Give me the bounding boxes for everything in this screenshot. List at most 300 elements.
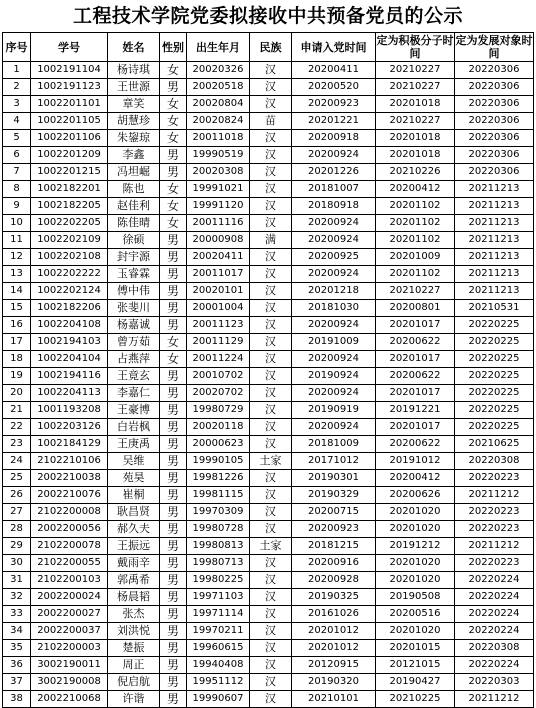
- name-cell: 赵佳利: [108, 198, 160, 215]
- birth-date-cell: 20020824: [187, 113, 250, 130]
- student-id-cell: 1002184129: [31, 436, 108, 453]
- nation-cell: 汉: [250, 249, 292, 266]
- table-row: [3, 62, 534, 79]
- gender-cell: 男: [160, 589, 187, 606]
- table-row: [3, 657, 534, 674]
- gender-cell: 男: [160, 266, 187, 283]
- name-cell: 冯坦崛: [108, 164, 160, 181]
- row-number-cell: 19: [3, 368, 31, 385]
- nation-cell: 土家: [250, 453, 292, 470]
- nation-cell: 汉: [250, 317, 292, 334]
- table-row: [3, 504, 534, 521]
- application-date-cell: 20200924: [292, 351, 376, 368]
- gender-cell: 男: [160, 623, 187, 640]
- header-cell: 出生年月: [187, 33, 250, 62]
- nation-cell: 汉: [250, 351, 292, 368]
- birth-date-cell: 20011129: [187, 334, 250, 351]
- activist-date-cell: 20201102: [376, 215, 455, 232]
- student-id-cell: 1002182206: [31, 300, 108, 317]
- student-id-cell: 1002194116: [31, 368, 108, 385]
- candidate-date-cell: 20211212: [455, 538, 534, 555]
- nation-cell: 汉: [250, 521, 292, 538]
- student-id-cell: 2002210076: [31, 487, 108, 504]
- student-id-cell: 1002201106: [31, 130, 108, 147]
- gender-cell: 女: [160, 130, 187, 147]
- birth-date-cell: 19981115: [187, 487, 250, 504]
- application-date-cell: 20190325: [292, 589, 376, 606]
- gender-cell: 男: [160, 691, 187, 708]
- application-date-cell: 20171012: [292, 453, 376, 470]
- gender-cell: 男: [160, 419, 187, 436]
- application-date-cell: 20181030: [292, 300, 376, 317]
- nation-cell: 汉: [250, 504, 292, 521]
- name-cell: 周正: [108, 657, 160, 674]
- gender-cell: 男: [160, 402, 187, 419]
- birth-date-cell: 19971103: [187, 589, 250, 606]
- birth-date-cell: 20000623: [187, 436, 250, 453]
- candidate-date-cell: 20211213: [455, 198, 534, 215]
- row-number-cell: 13: [3, 266, 31, 283]
- row-number-cell: 12: [3, 249, 31, 266]
- table-row: [3, 334, 534, 351]
- student-id-cell: 3002190011: [31, 657, 108, 674]
- table-row: [3, 402, 534, 419]
- birth-date-cell: 19970211: [187, 623, 250, 640]
- name-cell: 朱鋆琼: [108, 130, 160, 147]
- birth-date-cell: 20001004: [187, 300, 250, 317]
- row-number-cell: 4: [3, 113, 31, 130]
- table-row: [3, 589, 534, 606]
- application-date-cell: 20190301: [292, 470, 376, 487]
- gender-cell: 男: [160, 453, 187, 470]
- student-id-cell: 1002202124: [31, 283, 108, 300]
- gender-cell: 女: [160, 181, 187, 198]
- birth-date-cell: 20020326: [187, 62, 250, 79]
- candidate-date-cell: 20210531: [455, 300, 534, 317]
- application-date-cell: 20190919: [292, 402, 376, 419]
- application-date-cell: 20161026: [292, 606, 376, 623]
- candidate-date-cell: 20220225: [455, 368, 534, 385]
- activist-date-cell: 20201018: [376, 130, 455, 147]
- candidate-date-cell: 20220306: [455, 130, 534, 147]
- table-row: [3, 470, 534, 487]
- activist-date-cell: 20200622: [376, 436, 455, 453]
- name-cell: 玉睿霖: [108, 266, 160, 283]
- gender-cell: 男: [160, 368, 187, 385]
- birth-date-cell: 20011123: [187, 317, 250, 334]
- row-number-cell: 33: [3, 606, 31, 623]
- birth-date-cell: 20000908: [187, 232, 250, 249]
- header-cell: 定为积极分子时间: [376, 34, 454, 60]
- gender-cell: 男: [160, 538, 187, 555]
- nation-cell: 汉: [250, 419, 292, 436]
- nation-cell: 汉: [250, 283, 292, 300]
- table-row: [3, 572, 534, 589]
- application-date-cell: 20200924: [292, 215, 376, 232]
- table-row: [3, 436, 534, 453]
- name-cell: 许谐: [108, 691, 160, 708]
- birth-date-cell: 20010702: [187, 368, 250, 385]
- name-cell: 胡慧珍: [108, 113, 160, 130]
- table-row: [3, 215, 534, 232]
- name-cell: 楚振: [108, 640, 160, 657]
- student-id-cell: 1002191123: [31, 79, 108, 96]
- birth-date-cell: 20020702: [187, 385, 250, 402]
- gender-cell: 女: [160, 198, 187, 215]
- activist-date-cell: 20191221: [376, 402, 455, 419]
- table-row: [3, 419, 534, 436]
- nation-cell: 汉: [250, 470, 292, 487]
- row-number-cell: 24: [3, 453, 31, 470]
- student-id-cell: 1002201101: [31, 96, 108, 113]
- gender-cell: 男: [160, 147, 187, 164]
- nation-cell: 汉: [250, 589, 292, 606]
- activist-date-cell: 20200412: [376, 470, 455, 487]
- name-cell: 王振远: [108, 538, 160, 555]
- application-date-cell: 20200928: [292, 572, 376, 589]
- birth-date-cell: 20020411: [187, 249, 250, 266]
- student-id-cell: 2102200055: [31, 555, 108, 572]
- header-cell: 学号: [31, 33, 108, 62]
- nation-cell: 汉: [250, 368, 292, 385]
- application-date-cell: 20190320: [292, 674, 376, 691]
- gender-cell: 女: [160, 113, 187, 130]
- gender-cell: 男: [160, 249, 187, 266]
- candidate-date-cell: 20220225: [455, 351, 534, 368]
- activist-date-cell: 20200626: [376, 487, 455, 504]
- student-id-cell: 2002200024: [31, 589, 108, 606]
- row-number-cell: 15: [3, 300, 31, 317]
- name-cell: 白岩枫: [108, 419, 160, 436]
- nation-cell: 汉: [250, 657, 292, 674]
- candidate-date-cell: 20220306: [455, 164, 534, 181]
- header-cell: 姓名: [108, 33, 160, 62]
- nation-cell: 土家: [250, 538, 292, 555]
- name-cell: 倪启航: [108, 674, 160, 691]
- table-row: [3, 164, 534, 181]
- activist-date-cell: 20201017: [376, 317, 455, 334]
- student-id-cell: 2002210068: [31, 691, 108, 708]
- activist-date-cell: 20201017: [376, 351, 455, 368]
- birth-date-cell: 19990519: [187, 147, 250, 164]
- birth-date-cell: 19980813: [187, 538, 250, 555]
- application-date-cell: 20200916: [292, 555, 376, 572]
- candidate-date-cell: 20220224: [455, 623, 534, 640]
- birth-date-cell: 20020118: [187, 419, 250, 436]
- row-number-cell: 32: [3, 589, 31, 606]
- candidate-date-cell: 20220308: [455, 640, 534, 657]
- candidate-date-cell: 20220224: [455, 589, 534, 606]
- candidate-date-cell: 20220223: [455, 555, 534, 572]
- table-row: [3, 266, 534, 283]
- table-row: [3, 623, 534, 640]
- candidate-date-cell: 20220223: [455, 521, 534, 538]
- row-number-cell: 1: [3, 62, 31, 79]
- candidate-date-cell: 20211213: [455, 266, 534, 283]
- student-id-cell: 1002202108: [31, 249, 108, 266]
- application-date-cell: 20200925: [292, 249, 376, 266]
- name-cell: 陈佳晴: [108, 215, 160, 232]
- activist-date-cell: 20201017: [376, 385, 455, 402]
- student-id-cell: 2102200003: [31, 640, 108, 657]
- name-cell: 章笑: [108, 96, 160, 113]
- gender-cell: 男: [160, 606, 187, 623]
- nation-cell: 汉: [250, 623, 292, 640]
- table-row: [3, 385, 534, 402]
- gender-cell: 男: [160, 555, 187, 572]
- gender-cell: 男: [160, 674, 187, 691]
- birth-date-cell: 19971114: [187, 606, 250, 623]
- birth-date-cell: 20011224: [187, 351, 250, 368]
- application-date-cell: 20201012: [292, 623, 376, 640]
- student-id-cell: 1002201209: [31, 147, 108, 164]
- application-date-cell: 20200924: [292, 419, 376, 436]
- gender-cell: 男: [160, 487, 187, 504]
- name-cell: 耿昌贤: [108, 504, 160, 521]
- nation-cell: 汉: [250, 402, 292, 419]
- birth-date-cell: 20011017: [187, 266, 250, 283]
- student-id-cell: 1002201105: [31, 113, 108, 130]
- activist-date-cell: 20200622: [376, 334, 455, 351]
- table-row: [3, 521, 534, 538]
- table-body: [3, 62, 534, 708]
- birth-date-cell: 19980728: [187, 521, 250, 538]
- header-cell: 定为发展对象时间: [455, 34, 533, 60]
- header-cell: 性别: [160, 33, 187, 62]
- name-cell: 封宇源: [108, 249, 160, 266]
- birth-date-cell: 19991120: [187, 198, 250, 215]
- nation-cell: 汉: [250, 164, 292, 181]
- nation-cell: 满: [250, 232, 292, 249]
- activist-date-cell: 20210227: [376, 79, 455, 96]
- activist-date-cell: 20201102: [376, 232, 455, 249]
- row-number-cell: 21: [3, 402, 31, 419]
- application-date-cell: 20191009: [292, 334, 376, 351]
- birth-date-cell: 20011018: [187, 130, 250, 147]
- gender-cell: 男: [160, 436, 187, 453]
- table-row: [3, 147, 534, 164]
- table-row: [3, 453, 534, 470]
- nation-cell: 汉: [250, 79, 292, 96]
- student-id-cell: 1002203126: [31, 419, 108, 436]
- name-cell: 张杰: [108, 606, 160, 623]
- student-id-cell: 2102200078: [31, 538, 108, 555]
- student-id-cell: 1002194103: [31, 334, 108, 351]
- row-number-cell: 2: [3, 79, 31, 96]
- birth-date-cell: 19970309: [187, 504, 250, 521]
- application-date-cell: 20200924: [292, 317, 376, 334]
- student-id-cell: 1001193208: [31, 402, 108, 419]
- student-id-cell: 1002202109: [31, 232, 108, 249]
- birth-date-cell: 19940408: [187, 657, 250, 674]
- application-date-cell: 20201218: [292, 283, 376, 300]
- name-cell: 张斐川: [108, 300, 160, 317]
- row-number-cell: 7: [3, 164, 31, 181]
- activist-date-cell: 20190427: [376, 674, 455, 691]
- student-id-cell: 2102200008: [31, 504, 108, 521]
- name-cell: 曾万茹: [108, 334, 160, 351]
- application-date-cell: 20120915: [292, 657, 376, 674]
- table-row: [3, 283, 534, 300]
- activist-date-cell: 20201020: [376, 623, 455, 640]
- name-cell: 李鑫: [108, 147, 160, 164]
- activist-date-cell: 20201017: [376, 419, 455, 436]
- name-cell: 杨诗琪: [108, 62, 160, 79]
- birth-date-cell: 19990105: [187, 453, 250, 470]
- row-number-cell: 34: [3, 623, 31, 640]
- student-id-cell: 1002204113: [31, 385, 108, 402]
- gender-cell: 女: [160, 96, 187, 113]
- activist-date-cell: 20201020: [376, 504, 455, 521]
- candidate-date-cell: 20220224: [455, 572, 534, 589]
- student-id-cell: 1002204104: [31, 351, 108, 368]
- candidate-date-cell: 20211212: [455, 691, 534, 708]
- row-number-cell: 23: [3, 436, 31, 453]
- nation-cell: 汉: [250, 334, 292, 351]
- activist-date-cell: 20200622: [376, 368, 455, 385]
- application-date-cell: 20200924: [292, 147, 376, 164]
- candidate-date-cell: 20211213: [455, 181, 534, 198]
- table-row: [3, 113, 534, 130]
- header-cell: 申请入党时间: [292, 33, 376, 62]
- candidate-date-cell: 20220223: [455, 470, 534, 487]
- student-id-cell: 1002202205: [31, 215, 108, 232]
- row-number-cell: 8: [3, 181, 31, 198]
- activist-date-cell: 20200516: [376, 606, 455, 623]
- nation-cell: 汉: [250, 130, 292, 147]
- nation-cell: 汉: [250, 300, 292, 317]
- candidate-date-cell: 20211213: [455, 232, 534, 249]
- table-row: [3, 487, 534, 504]
- birth-date-cell: 19980225: [187, 572, 250, 589]
- candidate-date-cell: 20220225: [455, 334, 534, 351]
- student-id-cell: 3002190008: [31, 674, 108, 691]
- gender-cell: 男: [160, 521, 187, 538]
- candidate-date-cell: 20220224: [455, 657, 534, 674]
- row-number-cell: 11: [3, 232, 31, 249]
- table-row: [3, 555, 534, 572]
- table-row: [3, 317, 534, 334]
- candidate-date-cell: 20211213: [455, 283, 534, 300]
- activist-date-cell: 20201020: [376, 521, 455, 538]
- activist-date-cell: 20201102: [376, 198, 455, 215]
- student-id-cell: 1002202222: [31, 266, 108, 283]
- name-cell: 杨晨韬: [108, 589, 160, 606]
- gender-cell: 男: [160, 283, 187, 300]
- row-number-cell: 6: [3, 147, 31, 164]
- name-cell: 王豪博: [108, 402, 160, 419]
- name-cell: 徐硕: [108, 232, 160, 249]
- nation-cell: 汉: [250, 385, 292, 402]
- birth-date-cell: 20020101: [187, 283, 250, 300]
- application-date-cell: 20181215: [292, 538, 376, 555]
- name-cell: 苑昊: [108, 470, 160, 487]
- birth-date-cell: 19951112: [187, 674, 250, 691]
- candidate-date-cell: 20220225: [455, 419, 534, 436]
- table-row: [3, 691, 534, 708]
- header-row: [3, 33, 534, 62]
- student-id-cell: 2102200103: [31, 572, 108, 589]
- nation-cell: 汉: [250, 215, 292, 232]
- gender-cell: 男: [160, 504, 187, 521]
- application-date-cell: 20200924: [292, 266, 376, 283]
- nation-cell: 汉: [250, 674, 292, 691]
- candidate-date-cell: 20220306: [455, 62, 534, 79]
- gender-cell: 女: [160, 62, 187, 79]
- activist-date-cell: 20200801: [376, 300, 455, 317]
- nation-cell: 汉: [250, 572, 292, 589]
- row-number-cell: 29: [3, 538, 31, 555]
- row-number-cell: 37: [3, 674, 31, 691]
- name-cell: 李嘉仁: [108, 385, 160, 402]
- application-date-cell: 20190329: [292, 487, 376, 504]
- activist-date-cell: 20210227: [376, 62, 455, 79]
- application-date-cell: 20181009: [292, 436, 376, 453]
- candidate-date-cell: 20220225: [455, 385, 534, 402]
- activist-date-cell: 20201009: [376, 249, 455, 266]
- candidate-date-cell: 20220225: [455, 402, 534, 419]
- header-cell: 序号: [3, 33, 31, 62]
- activist-date-cell: 20201018: [376, 96, 455, 113]
- table-row: [3, 640, 534, 657]
- table-row: [3, 300, 534, 317]
- student-id-cell: 2002200027: [31, 606, 108, 623]
- row-number-cell: 18: [3, 351, 31, 368]
- candidate-date-cell: 20220225: [455, 317, 534, 334]
- application-date-cell: 20201221: [292, 113, 376, 130]
- activist-date-cell: 20191212: [376, 538, 455, 555]
- row-number-cell: 31: [3, 572, 31, 589]
- row-number-cell: 38: [3, 691, 31, 708]
- candidate-date-cell: 20220224: [455, 606, 534, 623]
- name-cell: 吴维: [108, 453, 160, 470]
- page-title: 工程技术学院党委拟接收中共预备党员的公示: [72, 5, 463, 27]
- gender-cell: 男: [160, 470, 187, 487]
- application-date-cell: 20200520: [292, 79, 376, 96]
- row-number-cell: 14: [3, 283, 31, 300]
- student-id-cell: 1002182205: [31, 198, 108, 215]
- gender-cell: 男: [160, 572, 187, 589]
- gender-cell: 男: [160, 657, 187, 674]
- nation-cell: 苗: [250, 113, 292, 130]
- candidate-date-cell: 20220303: [455, 674, 534, 691]
- gender-cell: 男: [160, 164, 187, 181]
- activist-date-cell: 20191012: [376, 453, 455, 470]
- table-row: [3, 351, 534, 368]
- birth-date-cell: 19980713: [187, 555, 250, 572]
- row-number-cell: 26: [3, 487, 31, 504]
- candidate-date-cell: 20211213: [455, 215, 534, 232]
- application-date-cell: 20200924: [292, 232, 376, 249]
- table-row: [3, 198, 534, 215]
- student-id-cell: 1002201215: [31, 164, 108, 181]
- birth-date-cell: 20011116: [187, 215, 250, 232]
- name-cell: 傅中伟: [108, 283, 160, 300]
- activist-date-cell: 20210227: [376, 283, 455, 300]
- row-number-cell: 10: [3, 215, 31, 232]
- nation-cell: 汉: [250, 198, 292, 215]
- activist-date-cell: 20121015: [376, 657, 455, 674]
- candidate-date-cell: 20211212: [455, 487, 534, 504]
- row-number-cell: 9: [3, 198, 31, 215]
- student-id-cell: 2002200056: [31, 521, 108, 538]
- application-date-cell: 20201226: [292, 164, 376, 181]
- candidate-table: [2, 32, 534, 708]
- nation-cell: 汉: [250, 62, 292, 79]
- application-date-cell: 20200923: [292, 521, 376, 538]
- nation-cell: 汉: [250, 606, 292, 623]
- row-number-cell: 22: [3, 419, 31, 436]
